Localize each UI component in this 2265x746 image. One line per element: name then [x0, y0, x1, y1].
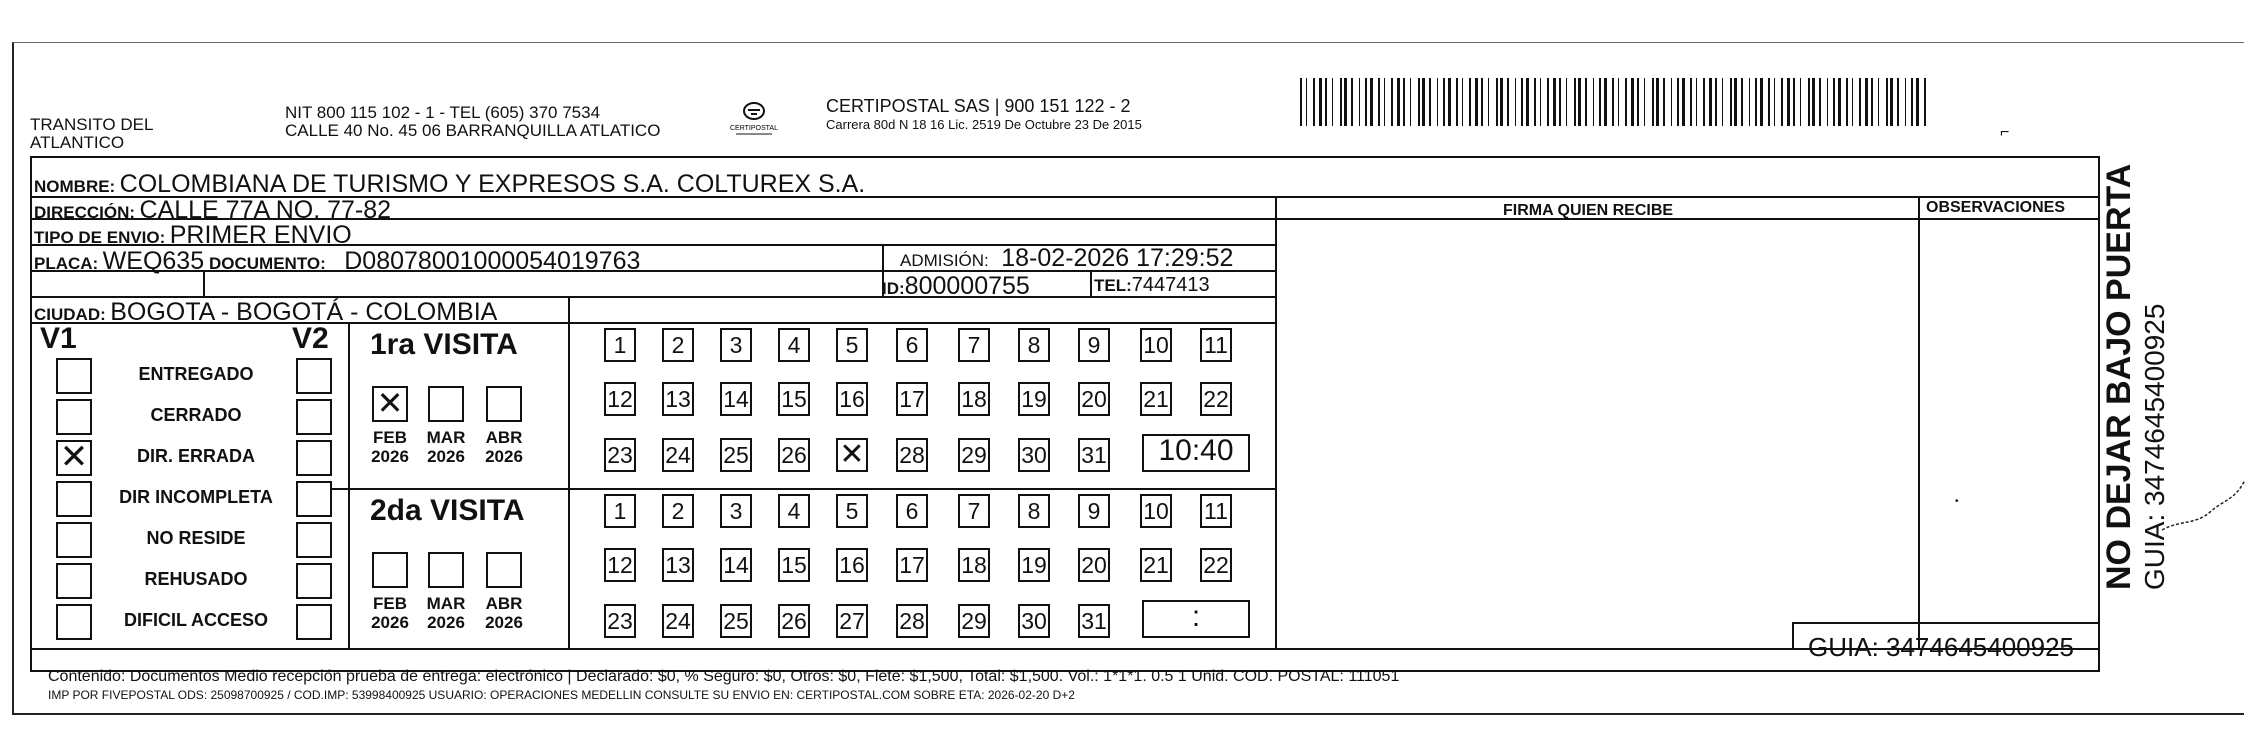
day-box[interactable]: 23 [604, 438, 636, 472]
day-box[interactable]: 22 [1200, 548, 1232, 582]
v2-checkbox[interactable] [296, 563, 332, 599]
day-box[interactable]: 21 [1140, 382, 1172, 416]
documento-row: DOCUMENTO: D08078001000054019763 [209, 247, 641, 275]
day-box[interactable]: 23 [604, 604, 636, 638]
day-box[interactable]: 29 [958, 438, 990, 472]
day-box[interactable]: 30 [1018, 604, 1050, 638]
day-box[interactable]: 13 [662, 548, 694, 582]
obs-dot: • [1955, 496, 1959, 507]
placa-row: PLACA: WEQ635 [34, 247, 205, 275]
day-box[interactable]: 2 [662, 494, 694, 528]
day-box[interactable]: 9 [1078, 494, 1110, 528]
day-box[interactable]: 2 [662, 328, 694, 362]
firma-header: FIRMA QUIEN RECIBE [1503, 202, 1674, 219]
month-label: ABR 2026 [485, 428, 523, 466]
day-box[interactable]: 25 [720, 438, 752, 472]
second-visit-title: 2da VISITA [370, 494, 525, 527]
time-box[interactable]: : [1142, 600, 1250, 638]
day-box[interactable]: 28 [896, 438, 928, 472]
direccion-row: DIRECCIÓN: CALLE 77A NO. 77-82 [34, 196, 392, 224]
day-box[interactable]: 18 [958, 548, 990, 582]
day-box[interactable]: 3 [720, 328, 752, 362]
day-box[interactable]: 3 [720, 494, 752, 528]
day-box[interactable]: 1 [604, 494, 636, 528]
day-box[interactable]: 9 [1078, 328, 1110, 362]
v1-checkbox[interactable]: ✕ [56, 440, 92, 476]
day-box[interactable]: 8 [1018, 494, 1050, 528]
nombre-row: NOMBRE: COLOMBIANA DE TURISMO Y EXPRESOS S.A. COLTUREX S.A. [34, 170, 866, 198]
day-box[interactable]: 7 [958, 494, 990, 528]
day-box[interactable]: 10 [1140, 494, 1172, 528]
side-notice: NO DEJAR BAJO PUERTA GUIA: 3474645400925 [2100, 163, 2170, 590]
day-box[interactable]: 15 [778, 382, 810, 416]
guia-number: GUIA: 3474645400925 [1808, 632, 2074, 662]
month-label: MAR 2026 [426, 428, 466, 466]
day-box[interactable]: 15 [778, 548, 810, 582]
day-box[interactable]: 11 [1200, 328, 1232, 362]
v2-checkbox[interactable] [296, 358, 332, 394]
day-box[interactable]: 19 [1018, 548, 1050, 582]
day-box[interactable]: 12 [604, 382, 636, 416]
day-box[interactable]: 6 [896, 328, 928, 362]
day-box[interactable]: 16 [836, 382, 868, 416]
month-label: MAR 2026 [426, 594, 466, 632]
day-box[interactable]: 18 [958, 382, 990, 416]
day-box[interactable]: ✕ [836, 438, 868, 472]
barcode-tick: ⌐ [2000, 124, 2010, 141]
v2-checkbox[interactable] [296, 481, 332, 517]
day-box[interactable]: 10 [1140, 328, 1172, 362]
org-name: TRANSITO DEL ATLANTICO [30, 115, 154, 152]
status-label: REHUSADO [144, 569, 248, 589]
carrier-info: CERTIPOSTAL SAS | 900 151 122 - 2 Carrera 80d N 18 16 Lic. 2519 De Octubre 23 De 2015 [826, 96, 1142, 132]
month-checkbox[interactable]: ✕ [372, 386, 408, 422]
id-row: ID:800000755 [882, 272, 1030, 300]
day-box[interactable]: 11 [1200, 494, 1232, 528]
day-box[interactable]: 8 [1018, 328, 1050, 362]
admision-row: ADMISIÓN: 18-02-2026 17:29:52 [900, 244, 1234, 272]
tipo-envio-row: TIPO DE ENVIO: PRIMER ENVIO [34, 221, 352, 249]
v2-checkbox[interactable] [296, 604, 332, 640]
month-label: ABR 2026 [485, 594, 523, 632]
day-box[interactable]: 26 [778, 438, 810, 472]
time-box[interactable]: 10:40 [1142, 434, 1250, 472]
day-box[interactable]: 28 [896, 604, 928, 638]
month-checkbox[interactable] [428, 386, 464, 422]
signature-scribble [2160, 470, 2250, 540]
day-box[interactable]: 25 [720, 604, 752, 638]
day-box[interactable]: 22 [1200, 382, 1232, 416]
day-box[interactable]: 4 [778, 494, 810, 528]
day-box[interactable]: 1 [604, 328, 636, 362]
v1-header: V1 [40, 322, 77, 355]
v1-checkbox[interactable] [56, 604, 92, 640]
day-box[interactable]: 24 [662, 604, 694, 638]
certipostal-logo [718, 100, 790, 138]
v1-checkbox[interactable] [56, 563, 92, 599]
day-box[interactable]: 5 [836, 328, 868, 362]
day-box[interactable]: 6 [896, 494, 928, 528]
imp-text: IMP POR FIVEPOSTAL ODS: 25098700925 / COD.IMP: 53998400925 USUARIO: OPERACIONES MEDELLIN CONSULTE SU ENVIO EN: CERTIPOSTAL.COM SOBRE ETA: 2026-02-20 D+2 [48, 688, 1075, 702]
day-box[interactable]: 20 [1078, 548, 1110, 582]
month-checkbox[interactable] [486, 386, 522, 422]
day-box[interactable]: 31 [1078, 604, 1110, 638]
v2-header: V2 [292, 322, 329, 355]
barcode [1300, 78, 1940, 128]
v2-checkbox[interactable] [296, 399, 332, 435]
day-box[interactable]: 20 [1078, 382, 1110, 416]
day-box[interactable]: 17 [896, 382, 928, 416]
day-box[interactable]: 16 [836, 548, 868, 582]
day-box[interactable]: 19 [1018, 382, 1050, 416]
status-label: DIFICIL ACCESO [123, 610, 268, 630]
day-box[interactable]: 30 [1018, 438, 1050, 472]
day-box[interactable]: 4 [778, 328, 810, 362]
first-visit-title: 1ra VISITA [370, 328, 518, 361]
v1-checkbox[interactable] [56, 358, 92, 394]
status-label: NO RESIDE [146, 528, 246, 548]
month-label: FEB 2026 [371, 594, 409, 632]
ciudad-row: CIUDAD: BOGOTA - BOGOTÁ - COLOMBIA [34, 298, 498, 326]
day-box[interactable]: 5 [836, 494, 868, 528]
month-checkbox[interactable] [372, 552, 408, 588]
day-box[interactable]: 31 [1078, 438, 1110, 472]
day-box[interactable]: 29 [958, 604, 990, 638]
day-box[interactable]: 17 [896, 548, 928, 582]
status-label: DIR INCOMPLETA [119, 487, 273, 507]
day-box[interactable]: 21 [1140, 548, 1172, 582]
v2-checkbox[interactable] [296, 522, 332, 558]
tel-row: TEL:7447413 [1094, 274, 1210, 296]
v1-checkbox[interactable] [56, 481, 92, 517]
v1-checkbox[interactable] [56, 399, 92, 435]
v2-checkbox[interactable] [296, 440, 332, 476]
day-box[interactable]: 14 [720, 382, 752, 416]
svg-text:CERTIPOSTAL: CERTIPOSTAL [730, 125, 778, 132]
day-box[interactable]: 27 [836, 604, 868, 638]
day-box[interactable]: 24 [662, 438, 694, 472]
day-box[interactable]: 13 [662, 382, 694, 416]
month-label: FEB 2026 [371, 428, 409, 466]
observaciones-header: OBSERVACIONES [1926, 199, 2065, 216]
day-box[interactable]: 14 [720, 548, 752, 582]
day-box[interactable]: 26 [778, 604, 810, 638]
month-checkbox[interactable] [486, 552, 522, 588]
org-nit-address: NIT 800 115 102 - 1 - TEL (605) 370 7534 CALLE 40 No. 45 06 BARRANQUILLA ATLATICO [285, 103, 661, 140]
v1-checkbox[interactable] [56, 522, 92, 558]
day-box[interactable]: 12 [604, 548, 636, 582]
day-box[interactable]: 7 [958, 328, 990, 362]
month-checkbox[interactable] [428, 552, 464, 588]
status-label: DIR. ERRADA [136, 446, 255, 466]
status-label: ENTREGADO [138, 364, 254, 384]
contenido-text: Contenido: Documentos Medio recepción prueba de entrega: electrónico | Declarado: $0, % Seguro: $0, Otros: $0, Flete: $1,500, Total: $1,500. Vol.: 1*1*1. 0.5 1 Unid. COD. POSTAL: 111051 [48, 668, 1400, 685]
status-label: CERRADO [150, 405, 242, 425]
